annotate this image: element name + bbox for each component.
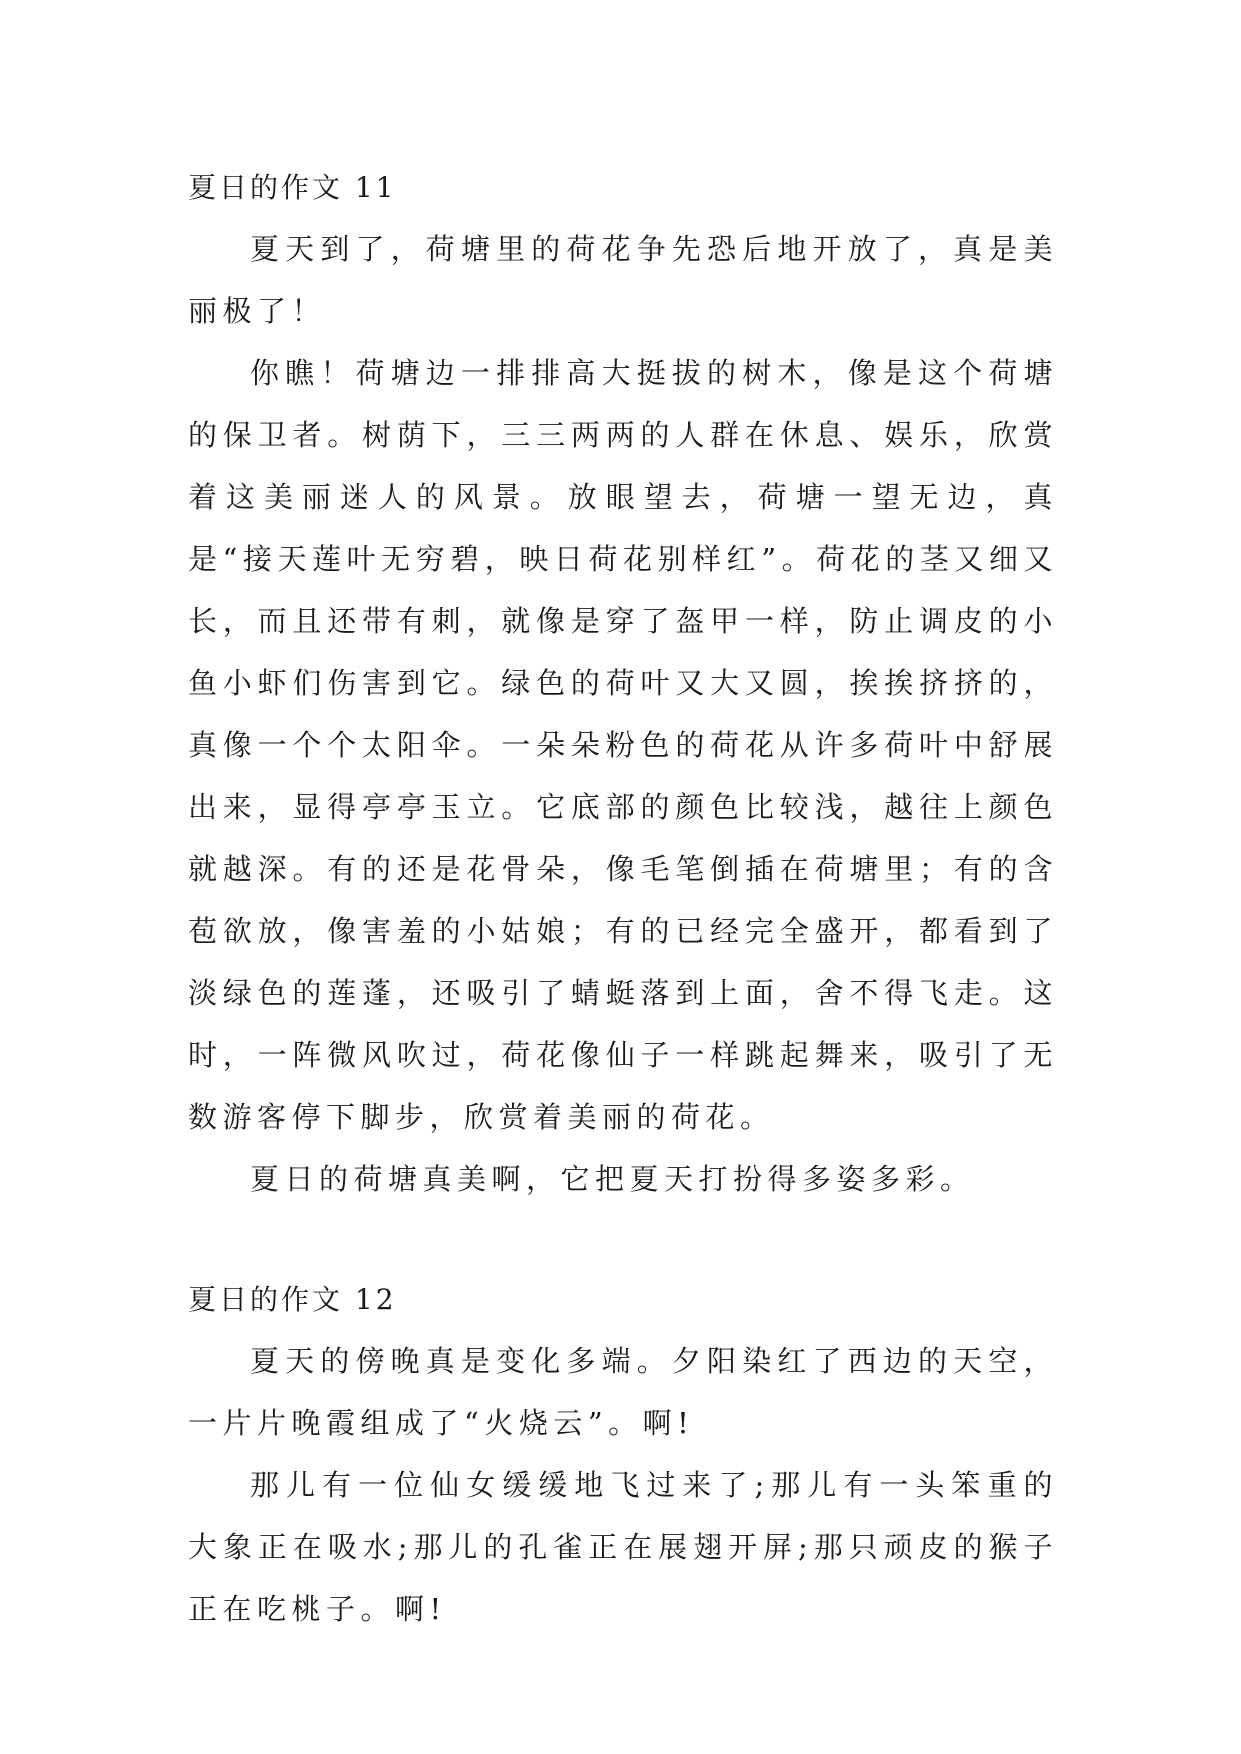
essay-heading: 夏日的作文 11	[188, 171, 397, 204]
document-page	[188, 158, 1058, 1640]
essay-section-12	[188, 1270, 1058, 1640]
essay-paragraph: 你瞧！荷塘边一排排高大挺拔的树木，像是这个荷塘的保卫者。树荫下，三三两两的人群在休息、娱乐，欣赏着这美丽迷人的风景。放眼望去，荷塘一望无边，真是“接天莲叶无穷碧，映日荷花别样红”。荷花的茎又细又长，而且还带有刺，就像是穿了盔甲一样，防止调皮的小鱼小虾们伤害到它。绿色的荷叶又大又圆，挨挨挤挤的，真像一个个太阳伞。一朵朵粉色的荷花从许多荷叶中舒展出来，显得亭亭玉立。它底部的颜色比较浅，越往上颜色就越深。有的还是花骨朵，像毛笔倒插在荷塘里；有的含苞欲放，像害羞的小姑娘；有的已经完全盛开，都看到了淡绿色的莲蓬，还吸引了蜻蜓落到上面，舍不得飞走。这时，一阵微风吹过，荷花像仙子一样跳起舞来，吸引了无数游客停下脚步，欣赏着美丽的荷花。	[188, 356, 1058, 1134]
essay-heading: 夏日的作文 12	[188, 1283, 397, 1316]
essay-paragraph: 夏日的荷塘真美啊，它把夏天打扮得多姿多彩。	[250, 1162, 975, 1196]
section-spacer	[188, 1210, 1058, 1270]
essay-paragraph: 那儿有一位仙女缓缓地飞过来了;那儿有一头笨重的大象正在吸水;那儿的孔雀正在展翅开屏;那只顽皮的猴子正在吃桃子。啊!	[188, 1468, 1058, 1626]
essay-paragraph: 夏天到了，荷塘里的荷花争先恐后地开放了，真是美丽极了！	[188, 232, 1058, 328]
essay-paragraph: 夏天的傍晚真是变化多端。夕阳染红了西边的天空，一片片晚霞组成了“火烧云”。啊!	[188, 1344, 1058, 1440]
essay-section-11	[188, 158, 1058, 1210]
